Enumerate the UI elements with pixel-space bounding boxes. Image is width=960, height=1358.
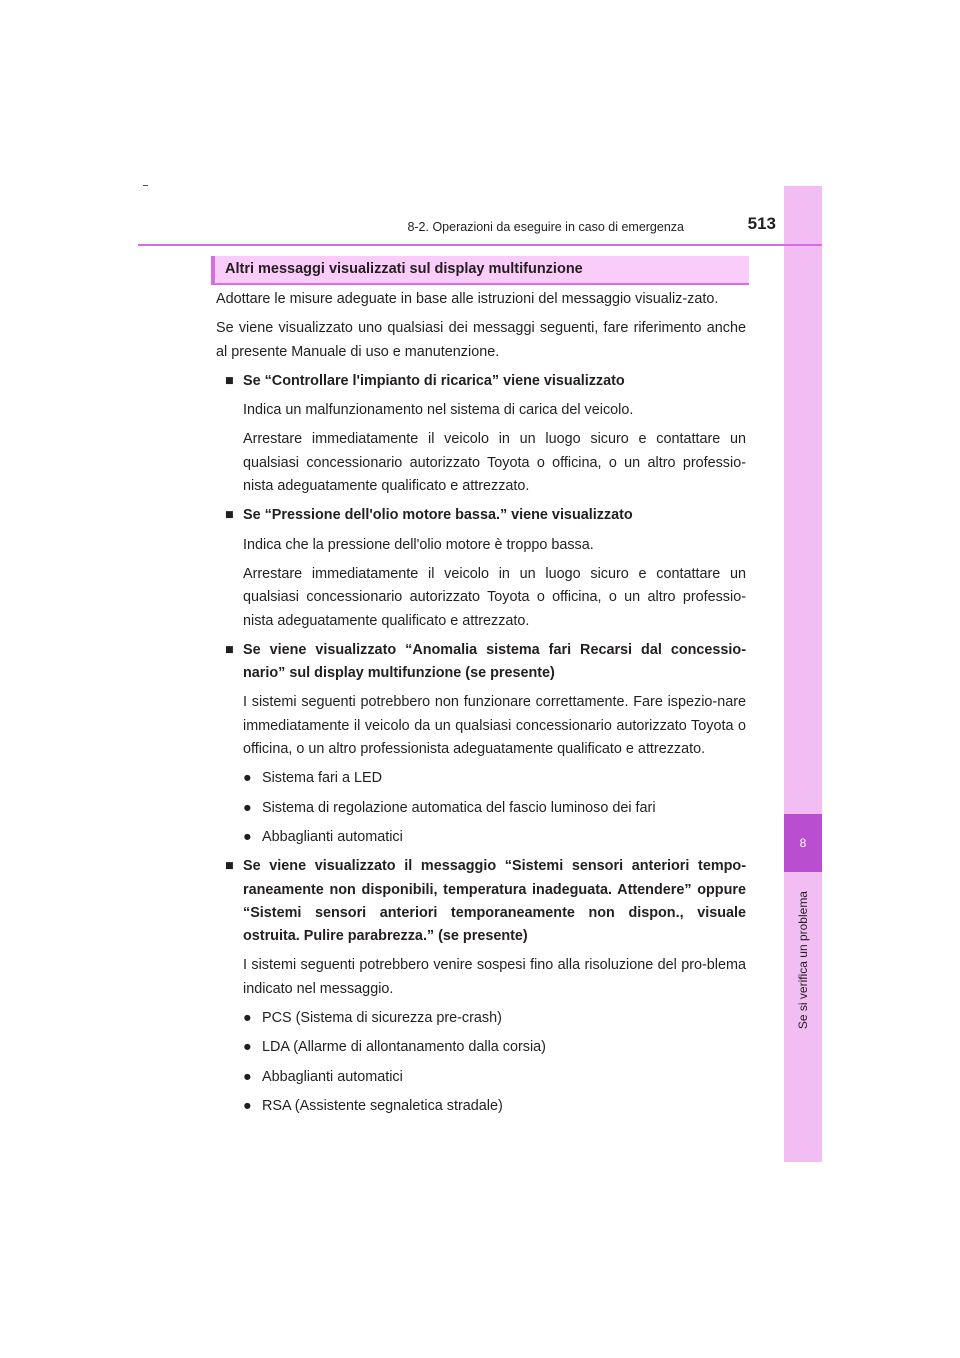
section-paragraph: Arrestare immediatamente il veicolo in un luogo sicuro e contattare un qualsiasi concessionario autorizzato Toyota o officina, o un altro professio-nista adeguatamente qualificato e attrezzato. — [243, 565, 746, 629]
crop-mark — [143, 185, 148, 186]
list-item: ● Sistema di regolazione automatica del fascio luminoso dei fari — [216, 797, 746, 820]
intro-paragraph: Adottare le misure adeguate in base alle istruzioni del messaggio visualiz-zato. — [216, 291, 719, 307]
chapter-title: Se si verifica un problema — [796, 890, 810, 1030]
list-item: ● LDA (Allarme di allontanamento dalla corsia) — [216, 1036, 746, 1059]
square-bullet-icon: ■ — [225, 507, 234, 524]
page-number: 513 — [747, 214, 776, 233]
box-title-banner — [211, 256, 749, 283]
list-item: ● Abbaglianti automatici — [216, 1066, 746, 1089]
circle-bullet-icon: ● — [243, 770, 252, 787]
circle-bullet-icon: ● — [243, 1068, 252, 1085]
section-paragraph: Indica un malfunzionamento nel sistema di carica del veicolo. — [243, 402, 634, 419]
square-bullet-icon: ■ — [225, 858, 234, 875]
section-heading: ■ Se “Pressione dell'olio motore bassa.” viene visualizzato — [216, 504, 746, 527]
section-paragraph: Arrestare immediatamente il veicolo in un luogo sicuro e contattare un qualsiasi concessionario autorizzato Toyota o officina, o un altro professio-nista adeguatamente qualificato e attrezzato. — [243, 431, 746, 495]
circle-bullet-icon: ● — [243, 1097, 252, 1114]
square-bullet-icon: ■ — [225, 372, 234, 389]
section-paragraph: I sistemi seguenti potrebbero venire sospesi fino alla risoluzione del pro-blema indicato nel messaggio. — [243, 957, 746, 997]
circle-bullet-icon: ● — [243, 828, 252, 845]
section-paragraph: I sistemi seguenti potrebbero non funzionare correttamente. Fare ispezio-nare immediatamente il veicolo da un qualsiasi concessionario autorizzato Toyota o officina, o un altro professionista adeguatamente qualificato e attrezzato. — [243, 694, 746, 758]
box-title: Altri messaggi visualizzati sul display multifunzione — [225, 261, 583, 277]
list-item: ● Abbaglianti automatici — [216, 826, 746, 849]
header-rule — [138, 244, 822, 246]
main-content — [216, 288, 746, 1124]
square-bullet-icon: ■ — [225, 641, 234, 658]
circle-bullet-icon: ● — [243, 1039, 252, 1056]
box-title-underline — [211, 283, 749, 285]
list-item: ● RSA (Assistente segnaletica stradale) — [216, 1095, 746, 1118]
circle-bullet-icon: ● — [243, 799, 252, 816]
section-title: 8-2. Operazioni da eseguire in caso di emergenza — [407, 220, 684, 234]
chapter-title-tab — [784, 880, 822, 1040]
section-heading: ■ Se viene visualizzato “Anomalia sistema fari Recarsi dal concessio-nario” sul display multifunzione (se presente) — [216, 639, 746, 686]
intro-paragraph: Se viene visualizzato uno qualsiasi dei messaggi seguenti, fare riferimento anche al presente Manuale di uso e manutenzione. — [216, 320, 746, 360]
list-item: ● PCS (Sistema di sicurezza pre-crash) — [216, 1007, 746, 1030]
section-heading: ■ Se viene visualizzato il messaggio “Sistemi sensori anteriori tempo-raneamente non disponibili, temperatura inadeguata. Attendere” oppure “Sistemi sensori anteriori temporaneamente non dispon., visuale ostruita. Pulire parabrezza.” (se presente) — [216, 855, 746, 948]
list-item: ● Sistema fari a LED — [216, 767, 746, 790]
section-paragraph: Indica che la pressione dell'olio motore è troppo bassa. — [243, 536, 594, 553]
circle-bullet-icon: ● — [243, 1010, 252, 1027]
chapter-number: 8 — [799, 836, 807, 850]
section-heading: ■ Se “Controllare l'impianto di ricarica” viene visualizzato — [216, 370, 746, 393]
chapter-number-tab[interactable] — [784, 814, 822, 872]
